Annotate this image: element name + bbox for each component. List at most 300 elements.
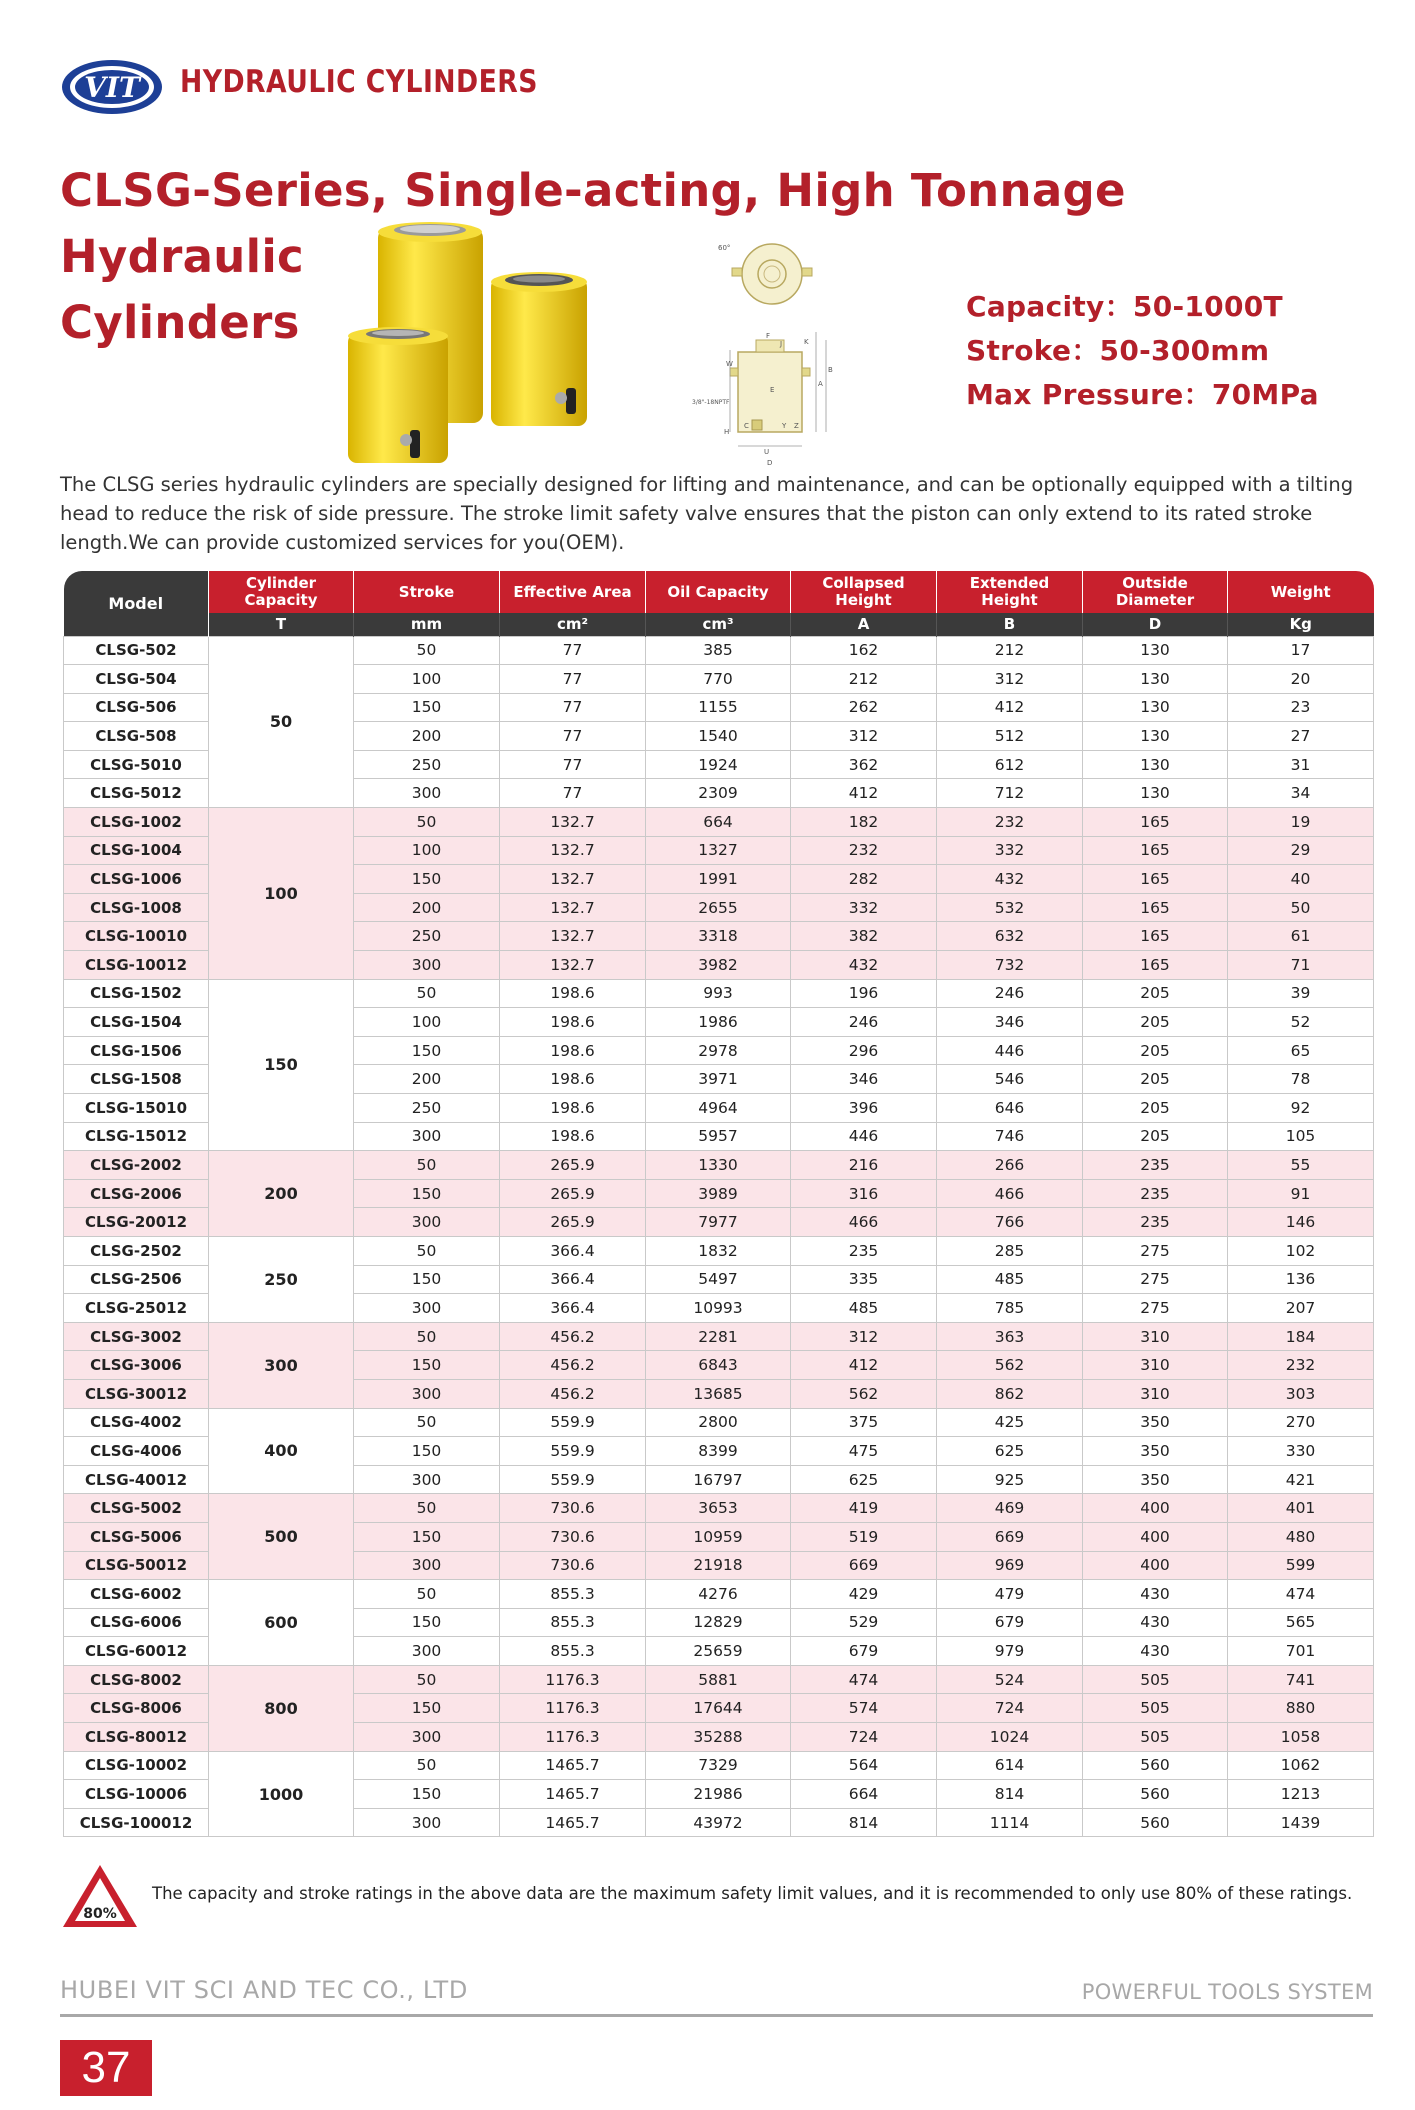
cell-weight: 232: [1228, 1351, 1374, 1380]
cell-model: CLSG-5002: [64, 1494, 209, 1523]
cell-extended: 232: [937, 808, 1083, 837]
cell-area: 456.2: [500, 1351, 646, 1380]
cell-model: CLSG-1006: [64, 865, 209, 894]
cell-diameter: 350: [1083, 1437, 1228, 1466]
cell-weight: 20: [1228, 665, 1374, 694]
spec-pressure: Max Pressure：70MPa: [966, 378, 1319, 411]
cell-stroke: 300: [354, 1723, 500, 1752]
cell-weight: 1058: [1228, 1723, 1374, 1752]
cell-oil: 13685: [646, 1379, 791, 1408]
cell-collapsed: 312: [791, 1322, 937, 1351]
cell-model: CLSG-15010: [64, 1094, 209, 1123]
table-row: [64, 636, 1374, 665]
cell-stroke: 50: [354, 808, 500, 837]
cell-diameter: 205: [1083, 1008, 1228, 1037]
cell-oil: 4276: [646, 1580, 791, 1609]
unit-capacity: T: [209, 613, 354, 636]
cell-collapsed: 429: [791, 1580, 937, 1609]
cell-oil: 7329: [646, 1751, 791, 1780]
cell-collapsed: 564: [791, 1751, 937, 1780]
cell-stroke: 50: [354, 979, 500, 1008]
cell-stroke: 50: [354, 1494, 500, 1523]
drawing-label-b: B: [828, 366, 833, 374]
cell-oil: 1327: [646, 836, 791, 865]
cell-model: CLSG-60012: [64, 1637, 209, 1666]
cell-weight: 17: [1228, 636, 1374, 665]
cell-area: 77: [500, 693, 646, 722]
cell-model: CLSG-4006: [64, 1437, 209, 1466]
header-diameter: Outside Diameter: [1083, 571, 1228, 613]
cell-collapsed: 412: [791, 779, 937, 808]
cell-extended: 485: [937, 1265, 1083, 1294]
cell-oil: 10993: [646, 1294, 791, 1323]
cell-extended: 979: [937, 1637, 1083, 1666]
cell-model: CLSG-100012: [64, 1808, 209, 1837]
cell-stroke: 300: [354, 1465, 500, 1494]
cell-capacity: 600: [209, 1580, 354, 1666]
cell-weight: 31: [1228, 750, 1374, 779]
cell-diameter: 165: [1083, 922, 1228, 951]
cell-weight: 55: [1228, 1151, 1374, 1180]
cell-model: CLSG-80012: [64, 1723, 209, 1752]
cell-oil: 17644: [646, 1694, 791, 1723]
cell-model: CLSG-20012: [64, 1208, 209, 1237]
cell-diameter: 165: [1083, 893, 1228, 922]
cell-stroke: 100: [354, 665, 500, 694]
table-row: [64, 979, 1374, 1008]
cell-extended: 814: [937, 1780, 1083, 1809]
drawing-label-u: U: [764, 448, 770, 456]
cell-extended: 669: [937, 1522, 1083, 1551]
cell-diameter: 165: [1083, 836, 1228, 865]
cell-area: 855.3: [500, 1608, 646, 1637]
spec-summary: [966, 285, 1319, 417]
cell-stroke: 250: [354, 1094, 500, 1123]
cell-area: 1465.7: [500, 1808, 646, 1837]
cell-extended: 766: [937, 1208, 1083, 1237]
cell-collapsed: 475: [791, 1437, 937, 1466]
header-extended: Extended Height: [937, 571, 1083, 613]
cell-diameter: 310: [1083, 1379, 1228, 1408]
cell-oil: 2978: [646, 1036, 791, 1065]
cell-collapsed: 312: [791, 722, 937, 751]
cell-extended: 632: [937, 922, 1083, 951]
cell-capacity: 250: [209, 1236, 354, 1322]
cell-weight: 39: [1228, 979, 1374, 1008]
cell-area: 132.7: [500, 836, 646, 865]
cell-collapsed: 562: [791, 1379, 937, 1408]
cell-area: 456.2: [500, 1379, 646, 1408]
unit-stroke: mm: [354, 613, 500, 636]
cell-collapsed: 432: [791, 951, 937, 980]
drawing-label-c: C: [744, 422, 749, 430]
cell-area: 198.6: [500, 1065, 646, 1094]
cell-extended: 412: [937, 693, 1083, 722]
cell-collapsed: 485: [791, 1294, 937, 1323]
table-row: [64, 1322, 1374, 1351]
table-row: [64, 808, 1374, 837]
cell-model: CLSG-1004: [64, 836, 209, 865]
cell-stroke: 150: [354, 1351, 500, 1380]
cell-weight: 52: [1228, 1008, 1374, 1037]
drawing-label-w: W: [726, 360, 733, 368]
cell-diameter: 205: [1083, 1094, 1228, 1123]
cell-stroke: 150: [354, 1608, 500, 1637]
cell-model: CLSG-4002: [64, 1408, 209, 1437]
cell-model: CLSG-10012: [64, 951, 209, 980]
cell-diameter: 400: [1083, 1551, 1228, 1580]
drawing-label-z: Z: [794, 422, 799, 430]
table-row: [64, 1236, 1374, 1265]
cell-weight: 29: [1228, 836, 1374, 865]
cell-oil: 10959: [646, 1522, 791, 1551]
cell-extended: 712: [937, 779, 1083, 808]
cell-extended: 746: [937, 1122, 1083, 1151]
cell-collapsed: 669: [791, 1551, 937, 1580]
cell-diameter: 275: [1083, 1236, 1228, 1265]
cell-capacity: 300: [209, 1322, 354, 1408]
cell-model: CLSG-3002: [64, 1322, 209, 1351]
cell-weight: 207: [1228, 1294, 1374, 1323]
cell-capacity: 200: [209, 1151, 354, 1237]
cell-stroke: 300: [354, 1379, 500, 1408]
cell-oil: 2309: [646, 779, 791, 808]
cell-diameter: 165: [1083, 951, 1228, 980]
cell-oil: 12829: [646, 1608, 791, 1637]
cell-stroke: 300: [354, 779, 500, 808]
cell-collapsed: 182: [791, 808, 937, 837]
cell-collapsed: 235: [791, 1236, 937, 1265]
cell-diameter: 560: [1083, 1751, 1228, 1780]
cell-diameter: 130: [1083, 779, 1228, 808]
cell-stroke: 150: [354, 1036, 500, 1065]
cell-area: 198.6: [500, 1036, 646, 1065]
cell-area: 198.6: [500, 1094, 646, 1123]
cell-extended: 785: [937, 1294, 1083, 1323]
cell-oil: 2281: [646, 1322, 791, 1351]
cell-collapsed: 196: [791, 979, 937, 1008]
cell-model: CLSG-2006: [64, 1179, 209, 1208]
cell-extended: 469: [937, 1494, 1083, 1523]
table-row: [64, 1494, 1374, 1523]
header-capacity: Cylinder Capacity: [209, 571, 354, 613]
cell-collapsed: 446: [791, 1122, 937, 1151]
cell-extended: 432: [937, 865, 1083, 894]
brand-title: HYDRAULIC CYLINDERS: [180, 64, 538, 100]
cell-weight: 34: [1228, 779, 1374, 808]
cell-extended: 1024: [937, 1723, 1083, 1752]
spec-table: [63, 571, 1373, 1837]
cell-collapsed: 282: [791, 865, 937, 894]
cell-stroke: 50: [354, 1580, 500, 1609]
cell-oil: 5881: [646, 1665, 791, 1694]
warning-badge-text: 80%: [83, 1906, 117, 1922]
cell-model: CLSG-2502: [64, 1236, 209, 1265]
title-line-1: CLSG-Series, Single-acting, High Tonnage Hydraulic: [60, 164, 1126, 283]
cell-extended: 479: [937, 1580, 1083, 1609]
cell-weight: 330: [1228, 1437, 1374, 1466]
cell-extended: 363: [937, 1322, 1083, 1351]
cell-model: CLSG-5006: [64, 1522, 209, 1551]
cell-weight: 19: [1228, 808, 1374, 837]
cell-diameter: 165: [1083, 808, 1228, 837]
cell-model: CLSG-1508: [64, 1065, 209, 1094]
cell-collapsed: 335: [791, 1265, 937, 1294]
cell-stroke: 250: [354, 922, 500, 951]
unit-diameter: D: [1083, 613, 1228, 636]
cell-diameter: 130: [1083, 693, 1228, 722]
cell-extended: 524: [937, 1665, 1083, 1694]
cell-extended: 212: [937, 636, 1083, 665]
cell-area: 456.2: [500, 1322, 646, 1351]
drawing-label-angle: 60°: [718, 244, 731, 252]
cell-area: 1465.7: [500, 1780, 646, 1809]
footer-slogan: POWERFUL TOOLS SYSTEM: [1081, 1980, 1373, 2004]
cell-diameter: 350: [1083, 1465, 1228, 1494]
cell-collapsed: 396: [791, 1094, 937, 1123]
cell-stroke: 300: [354, 1294, 500, 1323]
spec-stroke: Stroke：50-300mm: [966, 334, 1270, 367]
cell-extended: 425: [937, 1408, 1083, 1437]
cell-stroke: 150: [354, 1694, 500, 1723]
cell-diameter: 400: [1083, 1494, 1228, 1523]
table-row: [64, 1665, 1374, 1694]
cell-extended: 562: [937, 1351, 1083, 1380]
cell-extended: 446: [937, 1036, 1083, 1065]
cell-area: 132.7: [500, 865, 646, 894]
cell-collapsed: 724: [791, 1723, 937, 1752]
cell-area: 730.6: [500, 1494, 646, 1523]
cell-stroke: 150: [354, 1179, 500, 1208]
cell-weight: 23: [1228, 693, 1374, 722]
cell-area: 559.9: [500, 1437, 646, 1466]
cell-stroke: 300: [354, 1208, 500, 1237]
cell-model: CLSG-3006: [64, 1351, 209, 1380]
cell-area: 77: [500, 636, 646, 665]
cell-stroke: 300: [354, 1551, 500, 1580]
cell-diameter: 205: [1083, 1036, 1228, 1065]
cell-weight: 599: [1228, 1551, 1374, 1580]
cell-extended: 732: [937, 951, 1083, 980]
cell-extended: 614: [937, 1751, 1083, 1780]
cell-collapsed: 419: [791, 1494, 937, 1523]
cell-oil: 2800: [646, 1408, 791, 1437]
cell-oil: 1540: [646, 722, 791, 751]
spec-capacity: Capacity：50-1000T: [966, 290, 1283, 323]
cell-capacity: 500: [209, 1494, 354, 1580]
technical-drawing: [690, 232, 850, 468]
cell-weight: 105: [1228, 1122, 1374, 1151]
cell-extended: 246: [937, 979, 1083, 1008]
cell-capacity: 50: [209, 636, 354, 808]
cell-extended: 532: [937, 893, 1083, 922]
drawing-label-y: Y: [782, 422, 787, 430]
cell-stroke: 200: [354, 893, 500, 922]
cell-model: CLSG-506: [64, 693, 209, 722]
drawing-label-e: E: [770, 386, 775, 394]
cell-diameter: 430: [1083, 1608, 1228, 1637]
drawing-label-j: J: [780, 340, 783, 348]
cell-model: CLSG-25012: [64, 1294, 209, 1323]
cell-oil: 2655: [646, 893, 791, 922]
cell-extended: 1114: [937, 1808, 1083, 1837]
cell-area: 1465.7: [500, 1751, 646, 1780]
cell-oil: 3971: [646, 1065, 791, 1094]
cell-weight: 78: [1228, 1065, 1374, 1094]
cell-weight: 50: [1228, 893, 1374, 922]
cell-weight: 92: [1228, 1094, 1374, 1123]
cell-weight: 71: [1228, 951, 1374, 980]
cell-model: CLSG-8006: [64, 1694, 209, 1723]
cell-diameter: 350: [1083, 1408, 1228, 1437]
cell-collapsed: 212: [791, 665, 937, 694]
cell-extended: 312: [937, 665, 1083, 694]
cell-model: CLSG-1504: [64, 1008, 209, 1037]
cell-diameter: 130: [1083, 722, 1228, 751]
cell-model: CLSG-15012: [64, 1122, 209, 1151]
cell-weight: 61: [1228, 922, 1374, 951]
cell-collapsed: 382: [791, 922, 937, 951]
cell-diameter: 165: [1083, 865, 1228, 894]
drawing-label-f: F: [766, 332, 771, 340]
cell-area: 77: [500, 779, 646, 808]
cell-collapsed: 362: [791, 750, 937, 779]
cell-capacity: 800: [209, 1665, 354, 1751]
cell-weight: 474: [1228, 1580, 1374, 1609]
cell-diameter: 275: [1083, 1265, 1228, 1294]
cell-model: CLSG-40012: [64, 1465, 209, 1494]
cell-extended: 346: [937, 1008, 1083, 1037]
cell-oil: 1330: [646, 1151, 791, 1180]
cell-collapsed: 346: [791, 1065, 937, 1094]
cell-weight: 1062: [1228, 1751, 1374, 1780]
cell-extended: 546: [937, 1065, 1083, 1094]
cell-area: 77: [500, 750, 646, 779]
cell-weight: 40: [1228, 865, 1374, 894]
cell-model: CLSG-10010: [64, 922, 209, 951]
cell-area: 366.4: [500, 1236, 646, 1265]
header-stroke: Stroke: [354, 571, 500, 613]
logo-text: VIT: [84, 71, 140, 104]
cell-stroke: 150: [354, 1437, 500, 1466]
cell-collapsed: 232: [791, 836, 937, 865]
product-photo: [348, 218, 608, 468]
cell-oil: 16797: [646, 1465, 791, 1494]
cell-oil: 1986: [646, 1008, 791, 1037]
cell-area: 265.9: [500, 1151, 646, 1180]
cell-stroke: 50: [354, 1236, 500, 1265]
unit-area: cm²: [500, 613, 646, 636]
cell-oil: 993: [646, 979, 791, 1008]
cell-weight: 65: [1228, 1036, 1374, 1065]
cell-area: 77: [500, 722, 646, 751]
cell-diameter: 505: [1083, 1723, 1228, 1752]
cell-collapsed: 216: [791, 1151, 937, 1180]
cell-oil: 25659: [646, 1637, 791, 1666]
cell-weight: 136: [1228, 1265, 1374, 1294]
cell-collapsed: 679: [791, 1637, 937, 1666]
cell-extended: 679: [937, 1608, 1083, 1637]
cell-oil: 4964: [646, 1094, 791, 1123]
table-row: [64, 1408, 1374, 1437]
cell-extended: 612: [937, 750, 1083, 779]
cell-oil: 5497: [646, 1265, 791, 1294]
cell-model: CLSG-1002: [64, 808, 209, 837]
cell-collapsed: 625: [791, 1465, 937, 1494]
cell-diameter: 130: [1083, 750, 1228, 779]
cell-diameter: 560: [1083, 1808, 1228, 1837]
cell-capacity: 150: [209, 979, 354, 1151]
drawing-label-h: H: [724, 428, 730, 436]
safety-note: The capacity and stroke ratings in the above data are the maximum safety limit values, and it is recommended to only use 80% of these ratings.: [152, 1884, 1353, 1903]
cell-collapsed: 519: [791, 1522, 937, 1551]
cell-oil: 3989: [646, 1179, 791, 1208]
title-line-2: Cylinders: [60, 296, 300, 349]
cell-area: 559.9: [500, 1408, 646, 1437]
cell-weight: 480: [1228, 1522, 1374, 1551]
cell-stroke: 50: [354, 1408, 500, 1437]
description: The CLSG series hydraulic cylinders are specially designed for lifting and maintenance, and can be optionally equipped with a tilting head to reduce the risk of side pressure. The stroke limit safety valve ensures that the piston can only extend to its rated stroke length.We can provide customized services for you(OEM).: [60, 473, 1354, 554]
cell-weight: 270: [1228, 1408, 1374, 1437]
cell-weight: 565: [1228, 1608, 1374, 1637]
cell-area: 366.4: [500, 1265, 646, 1294]
drawing-label-a: A: [818, 380, 823, 388]
cell-model: CLSG-30012: [64, 1379, 209, 1408]
cell-oil: 3653: [646, 1494, 791, 1523]
cell-collapsed: 316: [791, 1179, 937, 1208]
cell-area: 132.7: [500, 808, 646, 837]
table-row: [64, 1751, 1374, 1780]
cell-diameter: 205: [1083, 1122, 1228, 1151]
header-model: Model: [64, 571, 209, 636]
drawing-label-port: 3/8"-18NPTF: [692, 399, 730, 406]
footer-company: HUBEI VIT SCI AND TEC CO., LTD: [60, 1976, 468, 2004]
cell-oil: 21986: [646, 1780, 791, 1809]
cell-stroke: 100: [354, 1008, 500, 1037]
header-collapsed: Collapsed Height: [791, 571, 937, 613]
cell-capacity: 100: [209, 808, 354, 980]
cell-capacity: 1000: [209, 1751, 354, 1837]
cell-area: 559.9: [500, 1465, 646, 1494]
cell-model: CLSG-508: [64, 722, 209, 751]
unit-weight: Kg: [1228, 613, 1374, 636]
cell-collapsed: 412: [791, 1351, 937, 1380]
cell-stroke: 150: [354, 1265, 500, 1294]
cell-collapsed: 529: [791, 1608, 937, 1637]
cell-stroke: 100: [354, 836, 500, 865]
cell-collapsed: 574: [791, 1694, 937, 1723]
cell-extended: 266: [937, 1151, 1083, 1180]
cell-stroke: 50: [354, 1151, 500, 1180]
cell-area: 132.7: [500, 951, 646, 980]
cell-model: CLSG-1008: [64, 893, 209, 922]
cell-model: CLSG-1502: [64, 979, 209, 1008]
cell-oil: 43972: [646, 1808, 791, 1837]
cell-model: CLSG-2506: [64, 1265, 209, 1294]
cell-collapsed: 262: [791, 693, 937, 722]
cell-collapsed: 664: [791, 1780, 937, 1809]
unit-oil: cm³: [646, 613, 791, 636]
unit-extended: B: [937, 613, 1083, 636]
cell-diameter: 505: [1083, 1694, 1228, 1723]
cell-model: CLSG-10006: [64, 1780, 209, 1809]
cell-model: CLSG-5012: [64, 779, 209, 808]
cell-diameter: 275: [1083, 1294, 1228, 1323]
cell-model: CLSG-5010: [64, 750, 209, 779]
cell-extended: 512: [937, 722, 1083, 751]
cell-stroke: 200: [354, 722, 500, 751]
cell-diameter: 205: [1083, 979, 1228, 1008]
